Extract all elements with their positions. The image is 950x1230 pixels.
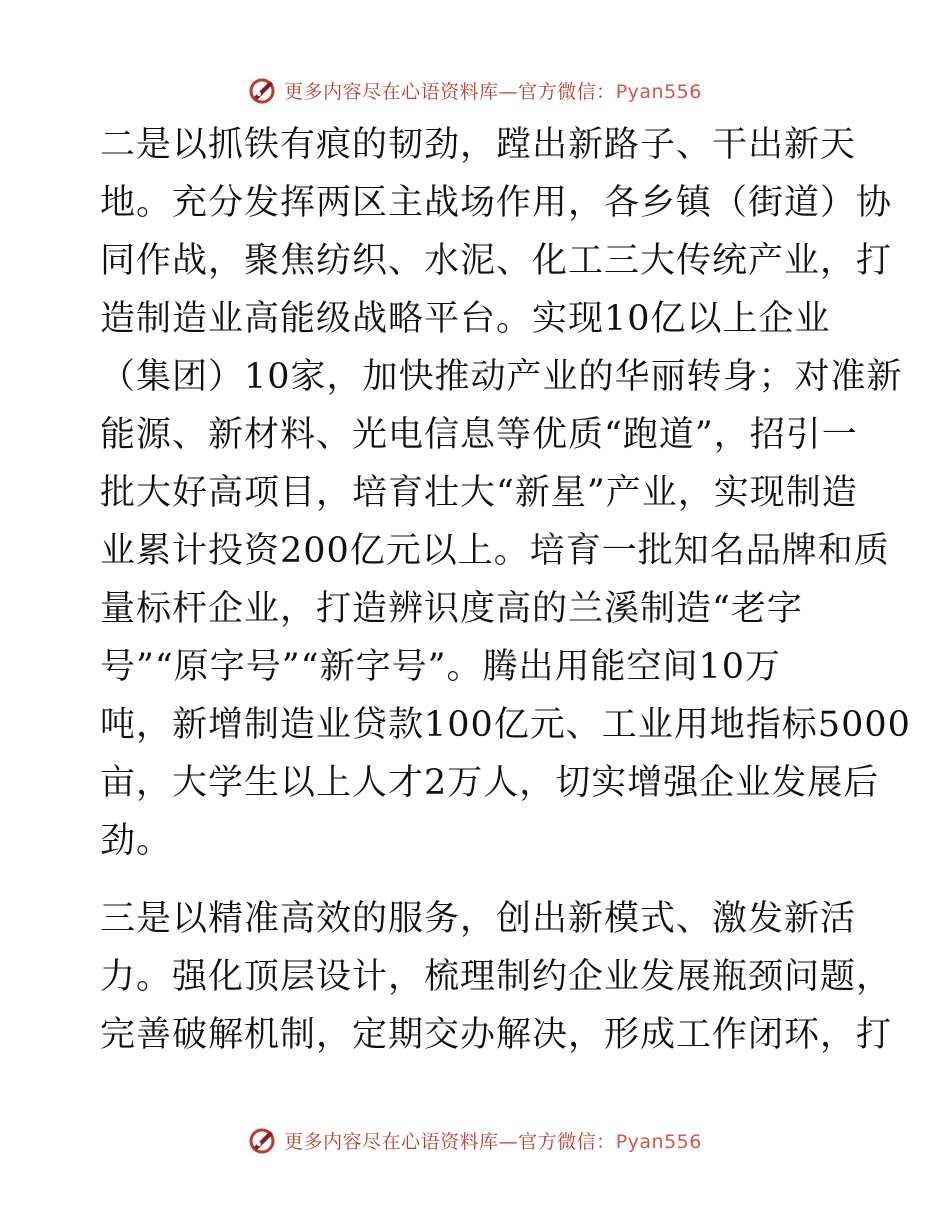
- text-line: （集团）10家，加快推动产业的华丽转身；对准新: [100, 357, 903, 397]
- footer-watermark-banner: [0, 1120, 950, 1160]
- text-line: 批大好高项目，培育壮大“新星”产业，实现制造: [100, 473, 858, 513]
- text-line: 造制造业高能级战略平台。实现10亿以上企业: [100, 299, 831, 339]
- header-banner-text: 更多内容尽在心语资料库—官方微信：Pyan556: [284, 80, 702, 103]
- text-line: 力。强化顶层设计，梳理制约企业发展瓶颈问题，: [100, 957, 893, 997]
- text-line: 号”“原字号”“新字号”。腾出用能空间10万: [100, 647, 782, 687]
- text-line: 二是以抓铁有痕的韧劲，蹚出新路子、干出新天: [100, 125, 857, 165]
- text-line: 吨，新增制造业贷款100亿元、工业用地指标5000: [100, 705, 911, 745]
- text-line: 能源、新材料、光电信息等优质“跑道”，招引一: [100, 415, 858, 455]
- text-line: 量标杆企业，打造辨识度高的兰溪制造“老字: [100, 589, 803, 629]
- text-line: 三是以精准高效的服务，创出新模式、激发新活: [100, 899, 857, 939]
- text-line: 亩，大学生以上人才2万人，切实增强企业发展后: [100, 763, 880, 803]
- text-line: 劲。: [100, 821, 173, 861]
- text-line: 地。充分发挥两区主战场作用，各乡镇（街道）协: [100, 183, 893, 223]
- header-watermark-banner: [0, 70, 950, 110]
- pen-logo-icon: [248, 1125, 278, 1155]
- text-line: 业累计投资200亿元以上。培育一批知名品牌和质: [100, 531, 890, 571]
- footer-banner-text: 更多内容尽在心语资料库—官方微信：Pyan556: [284, 1130, 702, 1153]
- pen-logo-icon: [248, 75, 278, 105]
- text-line: 同作战，聚焦纺织、水泥、化工三大传统产业，打: [100, 241, 893, 281]
- text-line: 完善破解机制，定期交办解决，形成工作闭环，打: [100, 1015, 893, 1055]
